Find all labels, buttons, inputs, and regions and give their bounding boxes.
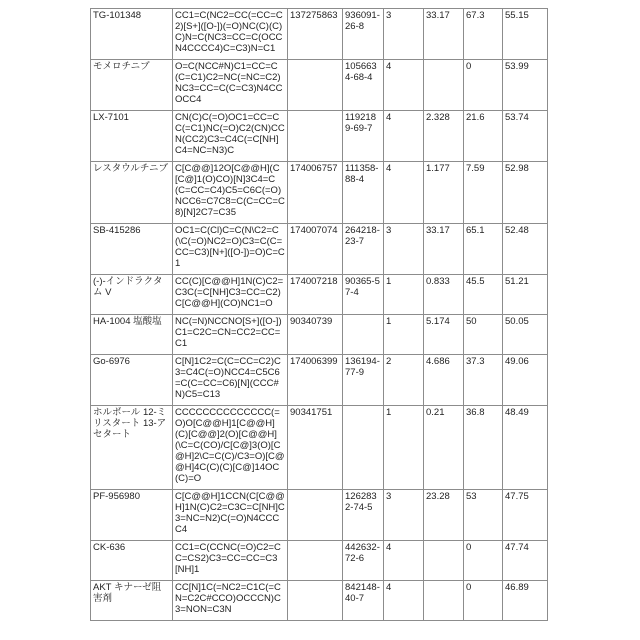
value-2-cell (424, 60, 464, 111)
registry-id-cell: 174007218 (288, 275, 343, 315)
value-3-cell: 36.8 (464, 406, 503, 490)
cas-number-cell: 1056634-68-4 (343, 60, 384, 111)
value-1-cell: 4 (384, 111, 424, 162)
smiles-cell: CC(C)[C@@H]1N(C)C2=C3C(=C[NH]C3=CC=C2)C[C@@H](CO)NC1=O (173, 275, 288, 315)
cas-number-cell: 842148-40-7 (343, 581, 384, 621)
compound-table-container (90, 8, 548, 621)
table-row (91, 355, 548, 406)
value-2-cell: 1.177 (424, 162, 464, 224)
value-4-cell: 50.05 (503, 315, 548, 355)
value-2-cell: 33.17 (424, 224, 464, 275)
value-1-cell: 2 (384, 355, 424, 406)
table-row (91, 224, 548, 275)
value-1-cell: 4 (384, 581, 424, 621)
value-1-cell: 3 (384, 490, 424, 541)
value-2-cell: 33.17 (424, 9, 464, 60)
registry-id-cell: 174006757 (288, 162, 343, 224)
cas-number-cell (343, 406, 384, 490)
value-1-cell: 1 (384, 406, 424, 490)
value-4-cell: 47.74 (503, 541, 548, 581)
registry-id-cell (288, 60, 343, 111)
registry-id-cell: 90341751 (288, 406, 343, 490)
value-3-cell: 65.1 (464, 224, 503, 275)
cas-number-cell: 1262832-74-5 (343, 490, 384, 541)
registry-id-cell: 174007074 (288, 224, 343, 275)
compound-table-body (91, 9, 548, 621)
compound-name-cell: (-)-インドラクタム V (91, 275, 173, 315)
cas-number-cell: 264218-23-7 (343, 224, 384, 275)
compound-table (90, 8, 548, 621)
value-4-cell: 52.98 (503, 162, 548, 224)
value-4-cell: 53.99 (503, 60, 548, 111)
table-row (91, 60, 548, 111)
registry-id-cell: 174006399 (288, 355, 343, 406)
value-2-cell (424, 541, 464, 581)
value-3-cell: 0 (464, 581, 503, 621)
value-3-cell: 21.6 (464, 111, 503, 162)
value-3-cell: 53 (464, 490, 503, 541)
cas-number-cell: 1192189-69-7 (343, 111, 384, 162)
table-row (91, 9, 548, 60)
table-row (91, 315, 548, 355)
value-1-cell: 4 (384, 162, 424, 224)
table-row (91, 111, 548, 162)
compound-name-cell: PF-956980 (91, 490, 173, 541)
compound-name-cell: レスタウルチニブ (91, 162, 173, 224)
table-row (91, 162, 548, 224)
cas-number-cell: 111358-88-4 (343, 162, 384, 224)
value-3-cell: 37.3 (464, 355, 503, 406)
registry-id-cell (288, 581, 343, 621)
smiles-cell: CC1=C(CCNC(=O)C2=CC=CS2)C3=CC=CC=C3[NH]1 (173, 541, 288, 581)
smiles-cell: CC1=C(NC2=CC(=CC=C2)[S+]([O-])(=O)NC(C)(C)C)N=C(NC3=CC=C(OCCN4CCCC4)C=C3)N=C1 (173, 9, 288, 60)
value-3-cell: 50 (464, 315, 503, 355)
cas-number-cell: 936091-26-8 (343, 9, 384, 60)
value-3-cell: 0 (464, 541, 503, 581)
value-3-cell: 0 (464, 60, 503, 111)
value-4-cell: 47.75 (503, 490, 548, 541)
value-1-cell: 3 (384, 224, 424, 275)
table-row (91, 406, 548, 490)
registry-id-cell (288, 490, 343, 541)
smiles-cell: CCCCCCCCCCCCCC(=O)O[C@@H]1[C@@H](C)[C@@]2(O)[C@@H](\C=C(CO)/C[C@]3(O)[C@H]2\C=C(C)/C3=O)[C@@H]4C(C)(C)[C@]14OC(C)=O (173, 406, 288, 490)
value-2-cell: 4.686 (424, 355, 464, 406)
value-2-cell: 5.174 (424, 315, 464, 355)
registry-id-cell: 137275863 (288, 9, 343, 60)
value-1-cell: 1 (384, 315, 424, 355)
value-2-cell (424, 581, 464, 621)
value-1-cell: 4 (384, 60, 424, 111)
table-row (91, 275, 548, 315)
value-4-cell: 55.15 (503, 9, 548, 60)
smiles-cell: NC(=N)NCCNO[S+]([O-])C1=C2C=CN=CC2=CC=C1 (173, 315, 288, 355)
compound-name-cell: モメロチニブ (91, 60, 173, 111)
value-2-cell: 2.328 (424, 111, 464, 162)
compound-name-cell: ホルボール 12-ミリスタート 13-アセタート (91, 406, 173, 490)
cas-number-cell: 90365-57-4 (343, 275, 384, 315)
smiles-cell: CC[N]1C(=NC2=C1C(=CN=C2C#CCO)OCCCN)C3=NON=C3N (173, 581, 288, 621)
table-row (91, 541, 548, 581)
value-4-cell: 51.21 (503, 275, 548, 315)
smiles-cell: C[N]1C2=C(C=CC=C2)C3=C4C(=O)NCC4=C5C6=C(C=CC=C6)[N](CCC#N)C5=C13 (173, 355, 288, 406)
smiles-cell: CN(C)C(=O)OC1=CC=CC(=C1)NC(=O)C2(CN)CCN(CC2)C3=C4C(=C[NH]C4=NC=N3)C (173, 111, 288, 162)
compound-name-cell: SB-415286 (91, 224, 173, 275)
value-4-cell: 49.06 (503, 355, 548, 406)
table-row (91, 490, 548, 541)
compound-name-cell: CK-636 (91, 541, 173, 581)
compound-name-cell: AKT キナーゼ阻害剤 (91, 581, 173, 621)
smiles-cell: O=C(NCC#N)C1=CC=C(C=C1)C2=NC(=NC=C2)NC3=CC=C(C=C3)N4CCOCC4 (173, 60, 288, 111)
value-2-cell: 0.21 (424, 406, 464, 490)
compound-name-cell: LX-7101 (91, 111, 173, 162)
value-4-cell: 52.48 (503, 224, 548, 275)
registry-id-cell (288, 111, 343, 162)
value-1-cell: 1 (384, 275, 424, 315)
cas-number-cell: 136194-77-9 (343, 355, 384, 406)
smiles-cell: OC1=C(Cl)C=C(N\C2=C(\C(=O)NC2=O)C3=C(C=CC=C3)[N+]([O-])=O)C=C1 (173, 224, 288, 275)
value-3-cell: 45.5 (464, 275, 503, 315)
registry-id-cell (288, 541, 343, 581)
value-1-cell: 3 (384, 9, 424, 60)
value-3-cell: 7.59 (464, 162, 503, 224)
compound-name-cell: TG-101348 (91, 9, 173, 60)
value-3-cell: 67.3 (464, 9, 503, 60)
value-4-cell: 46.89 (503, 581, 548, 621)
value-2-cell: 0.833 (424, 275, 464, 315)
value-2-cell: 23.28 (424, 490, 464, 541)
cas-number-cell: 442632-72-6 (343, 541, 384, 581)
value-4-cell: 48.49 (503, 406, 548, 490)
value-4-cell: 53.74 (503, 111, 548, 162)
value-1-cell: 4 (384, 541, 424, 581)
compound-name-cell: HA-1004 塩酸塩 (91, 315, 173, 355)
registry-id-cell: 90340739 (288, 315, 343, 355)
smiles-cell: C[C@@H]1CCN(C[C@@H]1N(C)C2=C3C=C[NH]C3=NC=N2)C(=O)N4CCCC4 (173, 490, 288, 541)
cas-number-cell (343, 315, 384, 355)
compound-name-cell: Go-6976 (91, 355, 173, 406)
table-row (91, 581, 548, 621)
smiles-cell: C[C@@]12O[C@@H](C[C@]1(O)CO)[N]3C4=C(C=CC=C4)C5=C6C(=O)NCC6=C7C8=C(C=CC=C8)[N]2C7=C35 (173, 162, 288, 224)
